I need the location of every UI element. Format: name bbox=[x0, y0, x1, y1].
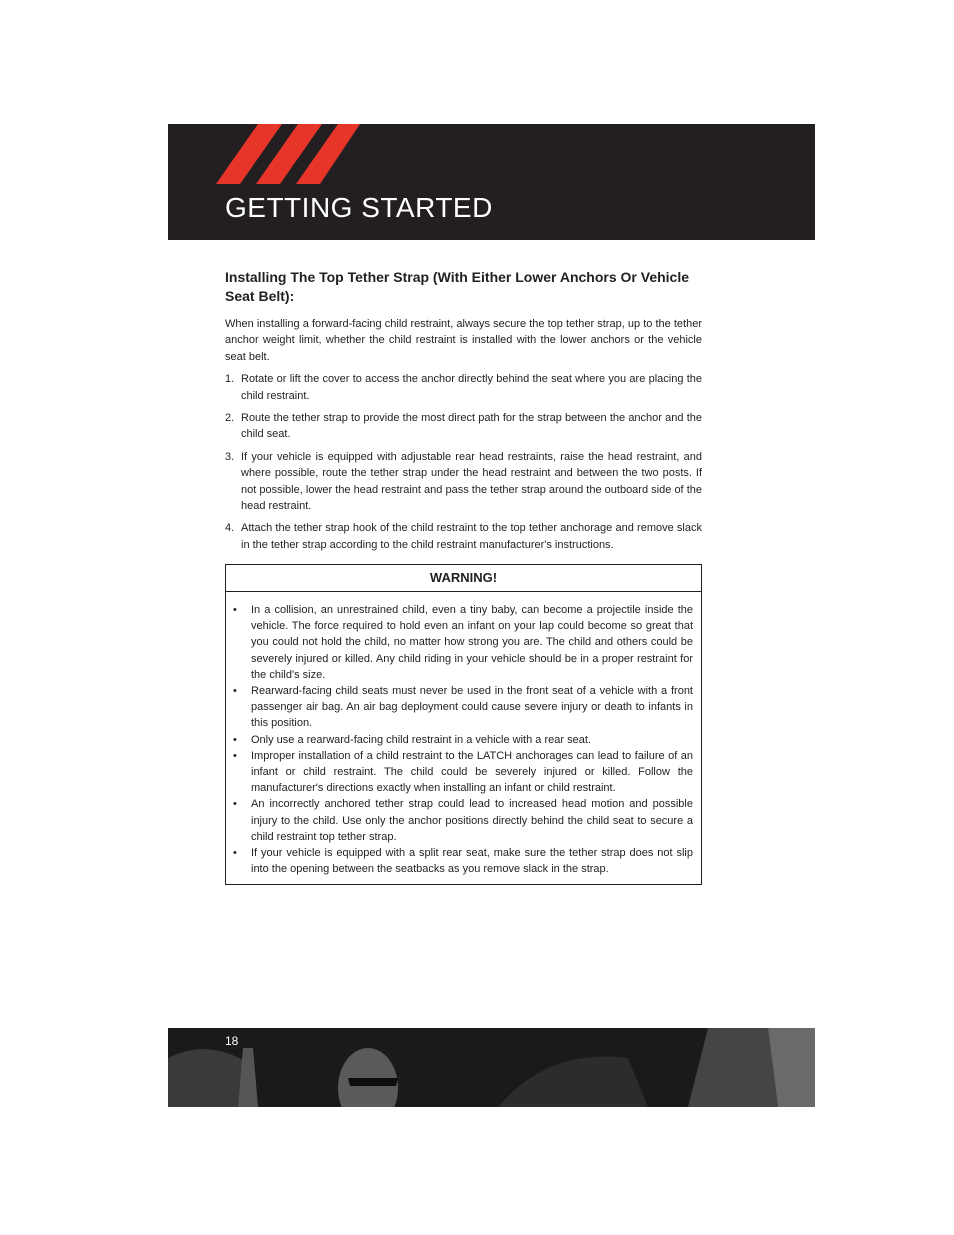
step-text: Route the tether strap to provide the most direct path for the strap between the anchor and the child seat. bbox=[241, 412, 702, 441]
list-item bbox=[233, 602, 693, 683]
warning-box bbox=[225, 564, 702, 885]
step-text: Rotate or lift the cover to access the anchor directly behind the seat where you are placing the child restraint. bbox=[241, 373, 702, 402]
warning-list bbox=[226, 592, 701, 877]
footer-photo-image bbox=[168, 1028, 815, 1107]
warning-text: Improper installation of a child restraint to the LATCH anchorages can lead to failure of an infant or child restraint. The child could be severely injured or killed. Follow the manufacturer's directions exactly when installing an infant or child restraint. bbox=[251, 749, 693, 795]
warning-text: In a collision, an unrestrained child, even a tiny baby, can become a projectile inside the vehicle. The force required to hold even an infant on your lap could become so great that you could not hold the child, no matter how strong you are. The child and others could be severely injured or killed. Any child riding in your vehicle should be in a proper restraint for the child's size. bbox=[251, 604, 693, 681]
page-heading: Installing The Top Tether Strap (With Either Lower Anchors Or Vehicle Seat Belt): bbox=[225, 269, 690, 304]
list-item bbox=[233, 845, 693, 877]
warning-text: Only use a rearward-facing child restraint in a vehicle with a rear seat. bbox=[251, 733, 591, 746]
intro-paragraph: When installing a forward-facing child restraint, always secure the top tether strap, up to the tether anchor weight limit, whether the child restraint is installed with the lower anchors or the vehicle seat belt. bbox=[225, 318, 702, 363]
step-number: 2. bbox=[225, 412, 235, 425]
warning-text: If your vehicle is equipped with a split rear seat, make sure the tether strap does not slip into the opening between the seatbacks as you remove slack in the strap. bbox=[251, 847, 693, 876]
step-number: 4. bbox=[225, 522, 235, 535]
footer-band bbox=[168, 1028, 815, 1107]
list-item bbox=[233, 732, 693, 748]
bullet-icon: • bbox=[233, 685, 237, 698]
step-number: 3. bbox=[225, 450, 235, 463]
bullet-icon: • bbox=[233, 798, 237, 811]
main-content bbox=[225, 268, 702, 559]
warning-title: WARNING! bbox=[226, 565, 701, 592]
list-item bbox=[233, 748, 693, 797]
list-item bbox=[233, 796, 693, 845]
list-item bbox=[225, 410, 702, 443]
section-title: GETTING STARTED bbox=[225, 192, 493, 223]
brand-stripes-icon bbox=[210, 124, 360, 184]
step-text: If your vehicle is equipped with adjustable rear head restraints, raise the head restraint, and where possible, route the tether strap under the head restraint and between the two posts. If not possible, lower the head restraint and pass the tether strap around the outboard side of the head restraint. bbox=[241, 450, 702, 513]
list-item bbox=[233, 683, 693, 732]
bullet-icon: • bbox=[233, 733, 237, 746]
list-item bbox=[225, 371, 702, 404]
page-number: 18 bbox=[225, 1034, 239, 1048]
step-text: Attach the tether strap hook of the child restraint to the top tether anchorage and remove slack in the tether strap according to the child restraint manufacturer's instructions. bbox=[241, 522, 702, 551]
warning-text: Rearward-facing child seats must never be used in the front seat of a vehicle with a front passenger air bag. An air bag deployment could cause severe injury or death to infants in this position. bbox=[251, 685, 693, 730]
bullet-icon: • bbox=[233, 604, 237, 616]
section-header bbox=[168, 124, 815, 240]
step-number: 1. bbox=[225, 373, 235, 386]
bullet-icon: • bbox=[233, 749, 237, 762]
warning-text: An incorrectly anchored tether strap could lead to increased head motion and possible injury to the child. Use only the anchor positions directly behind the child seat to secure a child restraint top tether strap. bbox=[251, 798, 693, 843]
list-item bbox=[225, 449, 702, 515]
bullet-icon: • bbox=[233, 847, 237, 860]
list-item bbox=[225, 520, 702, 553]
steps-list bbox=[225, 371, 702, 553]
